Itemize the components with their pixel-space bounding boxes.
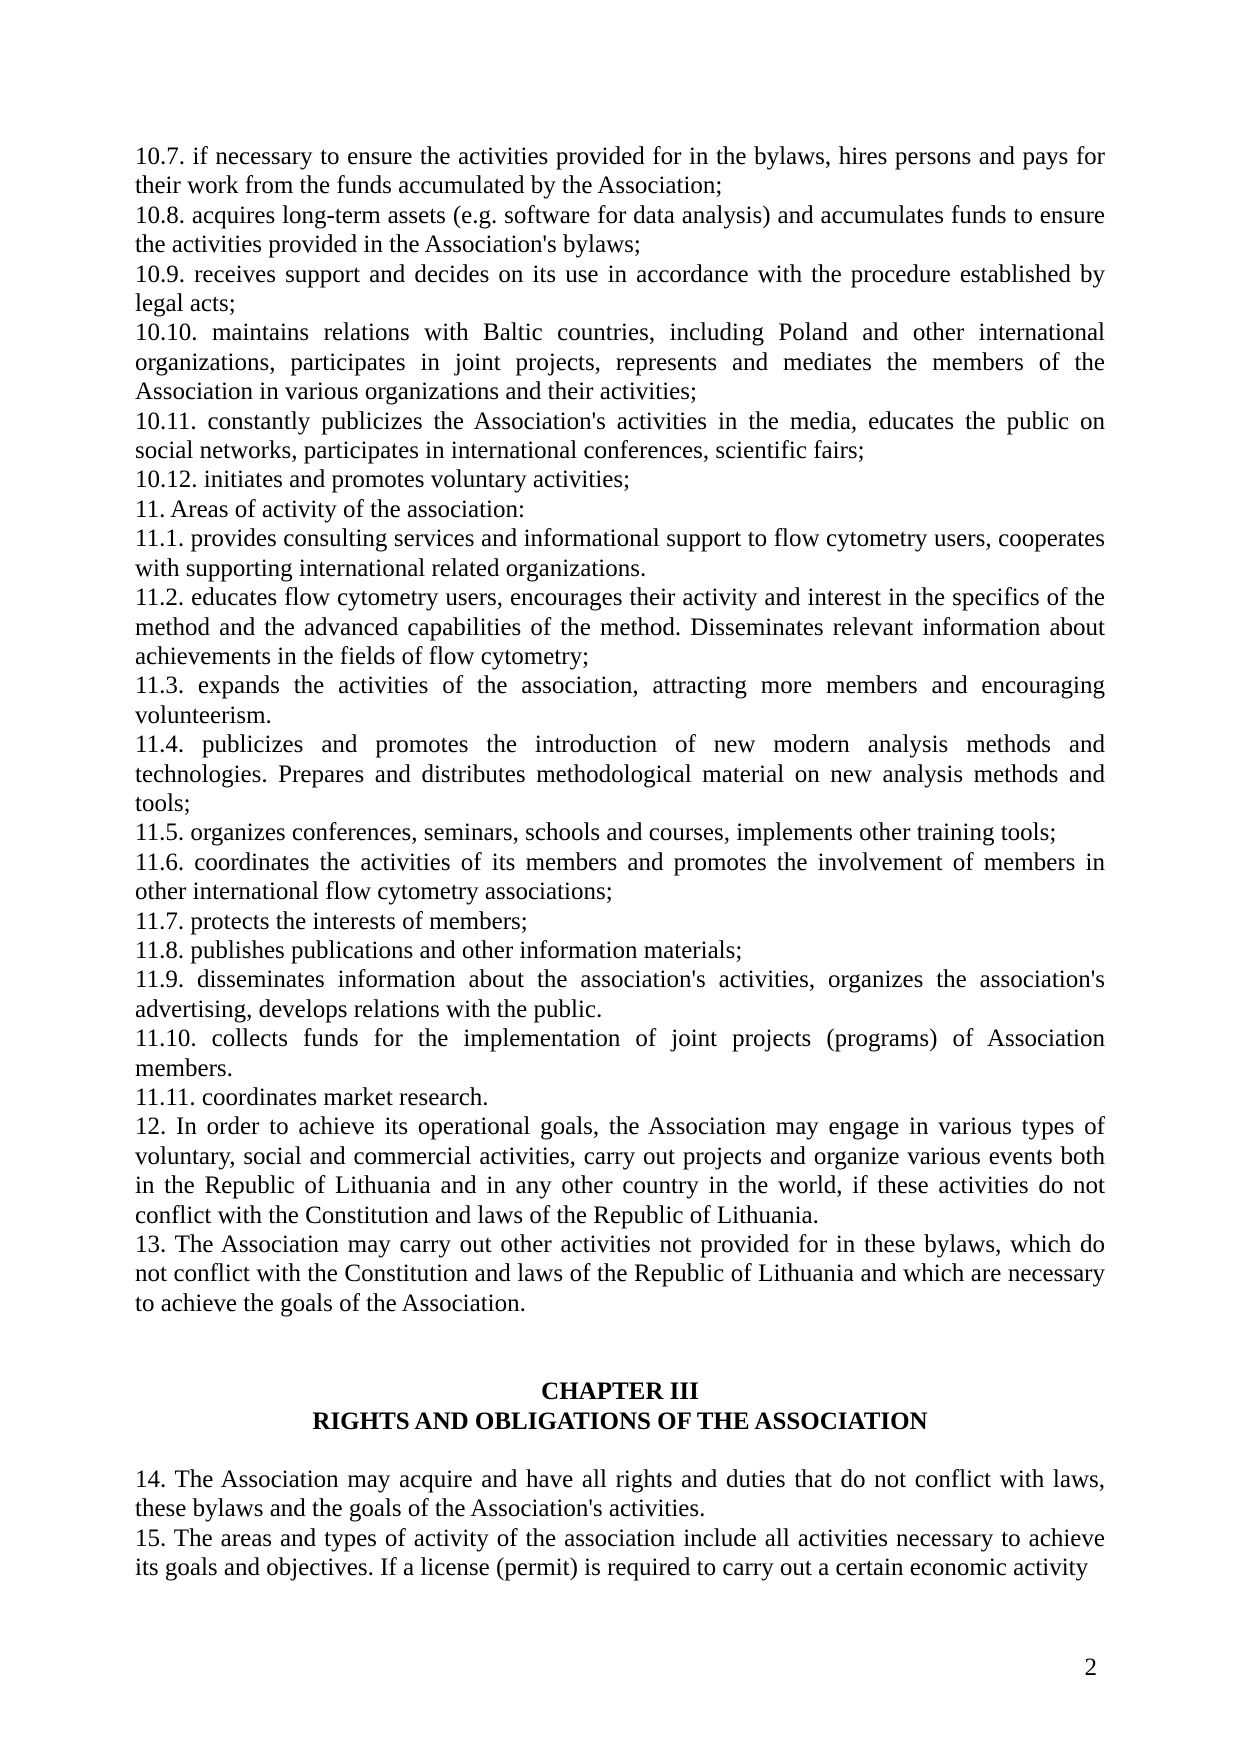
paragraph: 13. The Association may carry out other activities not provided for in these bylaws, which do not conflict with the Constitution and laws of the Republic of Lithuania and which are necessary to achieve the goals of the Association. xyxy=(135,1231,1105,1317)
paragraph: 11.1. provides consulting services and informational support to flow cytometry users, cooperates with supporting international related organizations. xyxy=(135,525,1105,582)
paragraph: 10.12. initiates and promotes voluntary activities; xyxy=(135,466,631,494)
bylaws-rights-section xyxy=(135,1465,1105,1583)
paragraph: 11.6. coordinates the activities of its members and promotes the involvement of members in other international flow cytometry associations; xyxy=(135,848,1105,906)
paragraph: 11.7. protects the interests of members; xyxy=(135,907,528,935)
paragraph: 10.8. acquires long-term assets (e.g. software for data analysis) and accumulates funds to ensure the activities provided in the Association's bylaws; xyxy=(135,201,1105,259)
chapter-heading xyxy=(135,1377,1105,1436)
paragraph: 14. The Association may acquire and have all rights and duties that do not conflict with laws, these bylaws and the goals of the Association's activities. xyxy=(135,1466,1105,1523)
paragraph: 11.5. organizes conferences, seminars, schools and courses, implements other training tools; xyxy=(135,819,1057,847)
chapter-number: CHAPTER III xyxy=(541,1378,699,1406)
paragraph: 10.7. if necessary to ensure the activities provided for in the bylaws, hires persons and pays for their work from the funds accumulated by the Association; xyxy=(135,143,1105,200)
paragraph: 15. The areas and types of activity of the association include all activities necessary to achieve its goals and objectives. If a license (permit) is required to carry out a certain economic activity xyxy=(135,1524,1105,1582)
page-number: 2 xyxy=(1084,1653,1097,1681)
paragraph: 11.4. publicizes and promotes the introduction of new modern analysis methods and technologies. Prepares and distributes methodological material on new analysis methods and tools; xyxy=(135,731,1105,817)
paragraph: 10.10. maintains relations with Baltic countries, including Poland and other international organizations, participates in joint projects, represents and mediates the members of the Association in various organizations and their activities; xyxy=(135,319,1105,406)
paragraph: 11.3. expands the activities of the association, attracting more members and encouraging volunteerism. xyxy=(135,672,1105,729)
chapter-title: RIGHTS AND OBLIGATIONS OF THE ASSOCIATION xyxy=(312,1407,928,1435)
bylaws-activities-section xyxy=(135,142,1105,1318)
paragraph: 11.2. educates flow cytometry users, encourages their activity and interest in the specifics of the method and the advanced capabilities of the method. Disseminates relevant information about achievements in the fields of flow cytometry; xyxy=(135,584,1105,670)
paragraph: 10.9. receives support and decides on its use in accordance with the procedure established by legal acts; xyxy=(135,260,1105,318)
paragraph: 10.11. constantly publicizes the Association's activities in the media, educates the public on social networks, participates in international conferences, scientific fairs; xyxy=(135,407,1105,465)
paragraph: 11. Areas of activity of the association: xyxy=(135,495,525,523)
paragraph: 12. In order to achieve its operational goals, the Association may engage in various types of voluntary, social and commercial activities, carry out projects and organize various events both in the Republic of Lithuania and in any other country in the world, if these activities do not conflict with the Constitution and laws of the Republic of Lithuania. xyxy=(135,1113,1105,1229)
paragraph: 11.10. collects funds for the implementation of joint projects (programs) of Association members. xyxy=(135,1025,1105,1082)
paragraph: 11.11. coordinates market research. xyxy=(135,1084,489,1111)
paragraph: 11.9. disseminates information about the association's activities, organizes the association's advertising, develops relations with the public. xyxy=(135,966,1105,1023)
paragraph: 11.8. publishes publications and other information materials; xyxy=(135,936,743,964)
